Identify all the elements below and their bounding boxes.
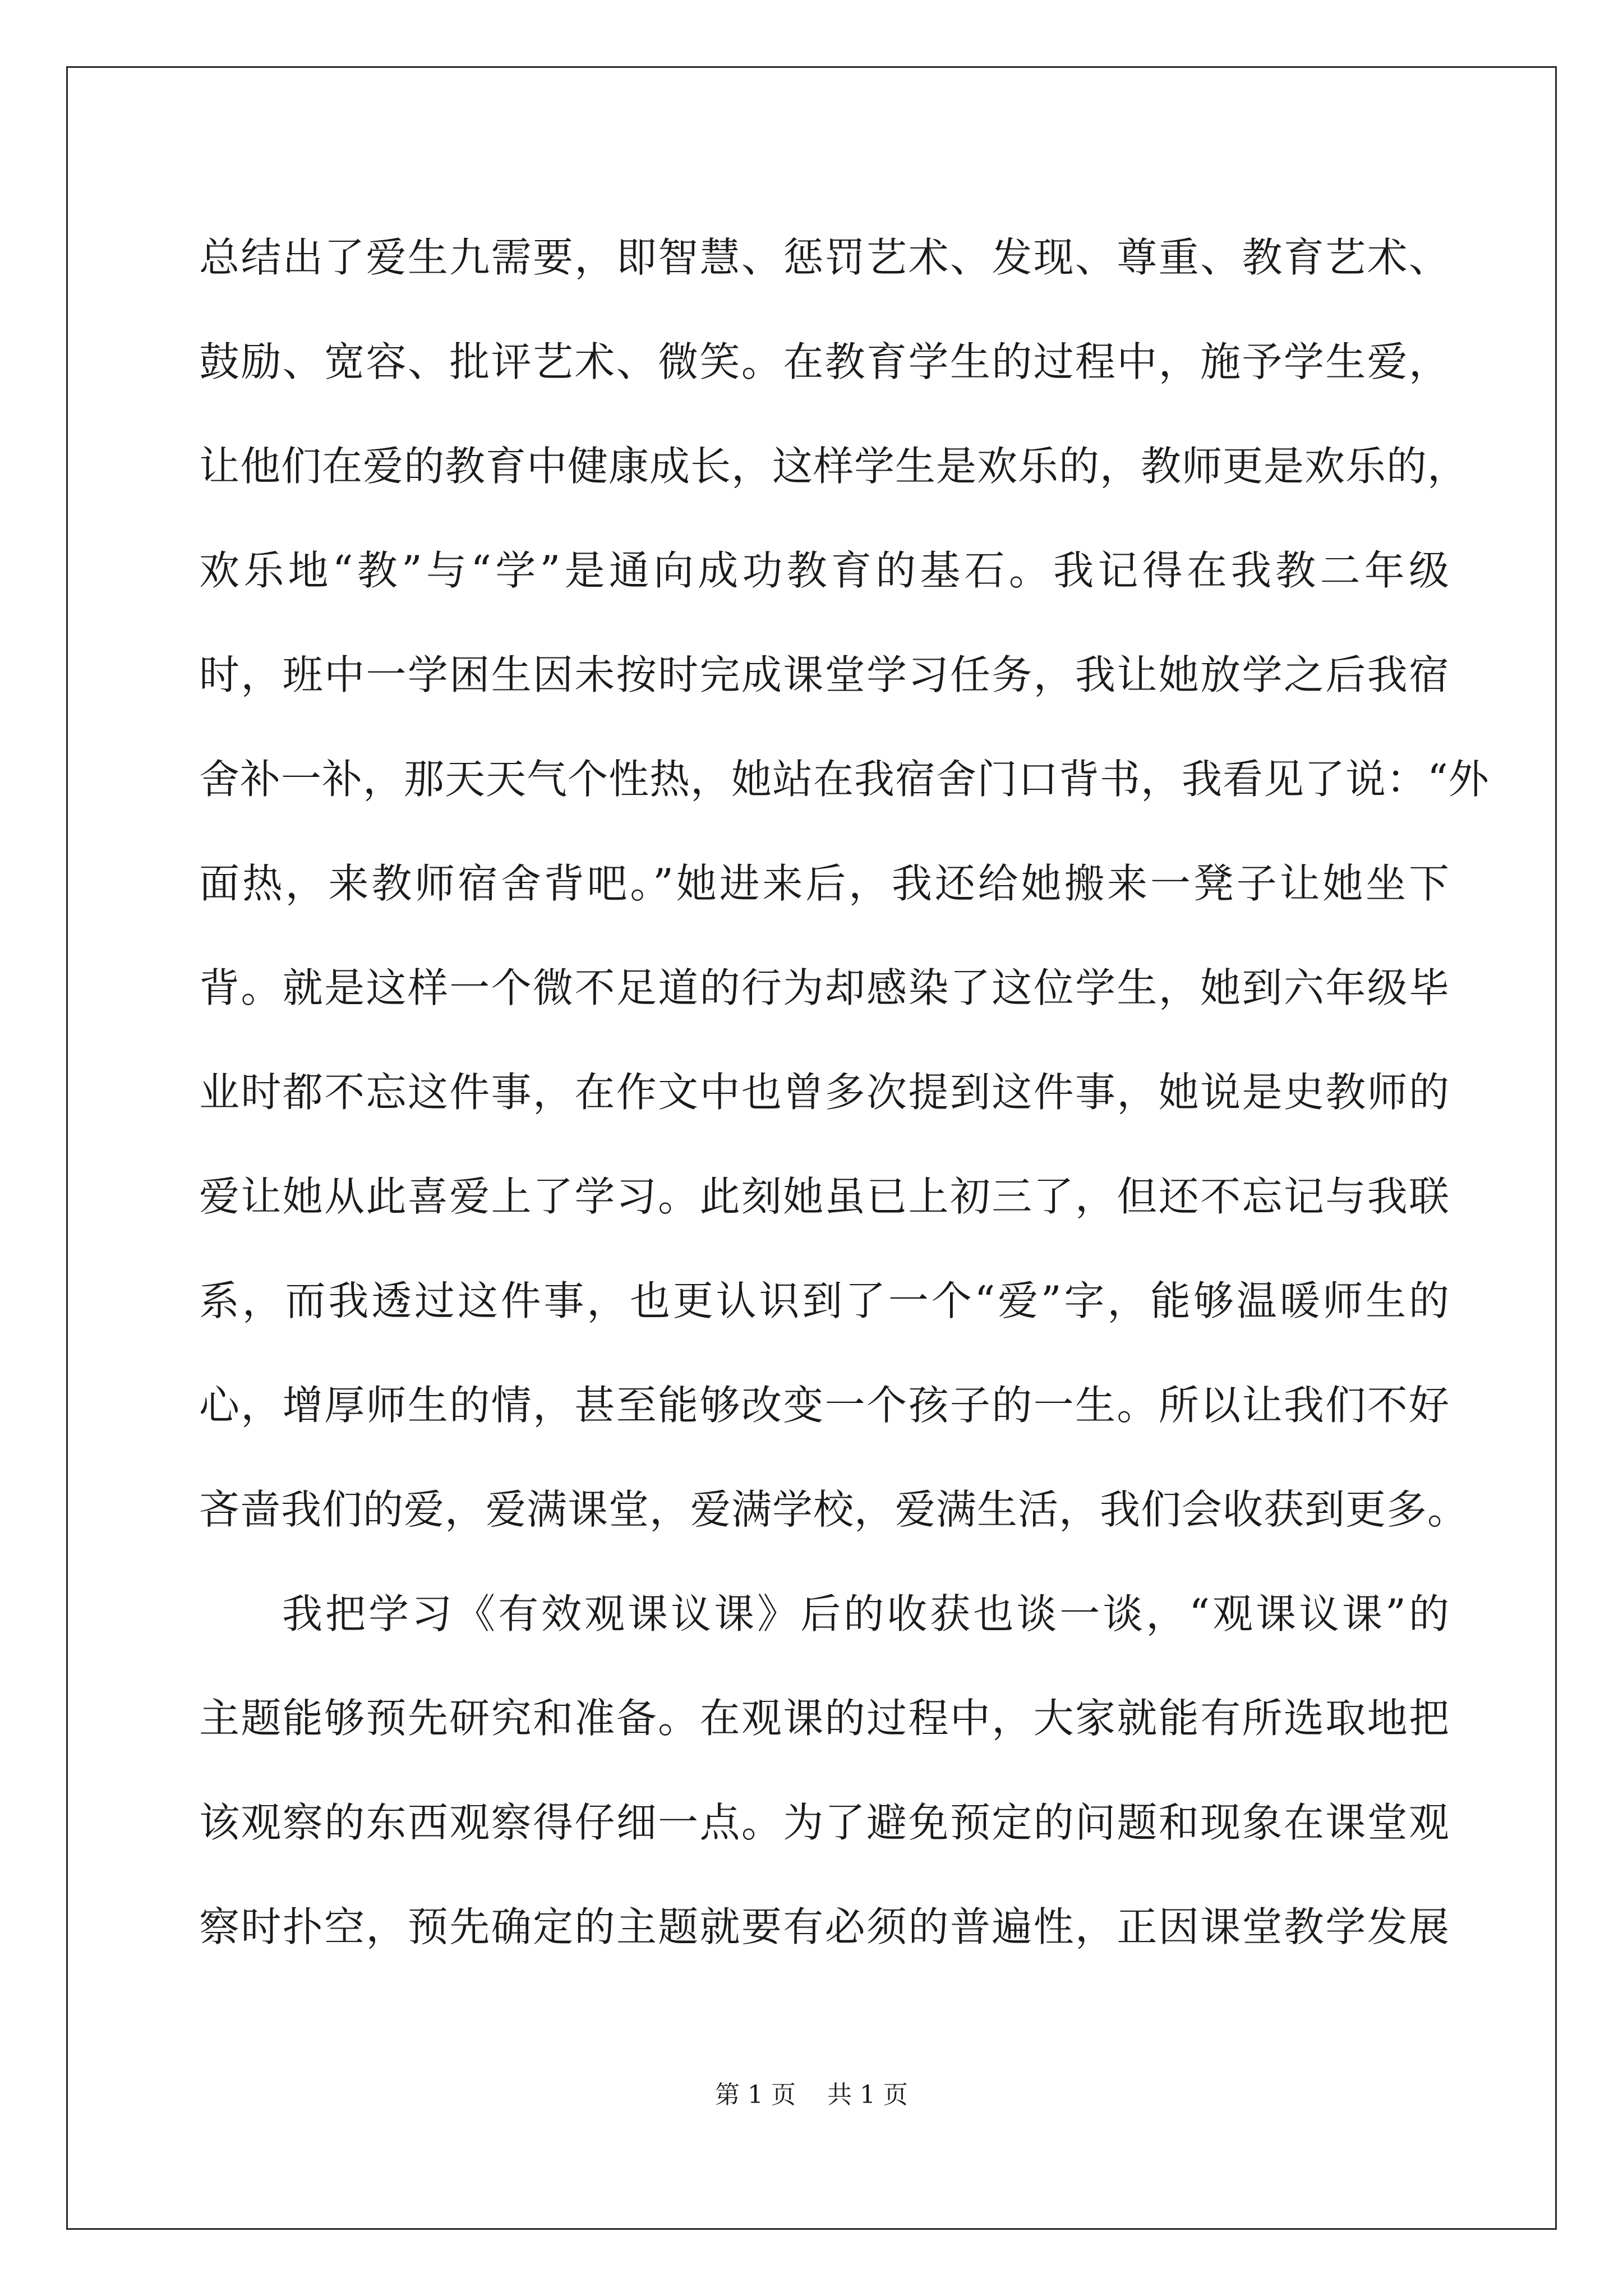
text-line: 欢乐地“教”与“学”是通向成功教育的基石。我记得在我教二年级 [199, 547, 1450, 594]
text-line: 面热，来教师宿舍背吧。”她进来后，我还给她搬来一凳子让她坐下 [199, 860, 1450, 907]
text-line: 主题能够预先研究和准备。在观课的过程中，大家就能有所选取地把 [199, 1695, 1450, 1742]
text-line: 时，班中一学困生因未按时完成课堂学习任务，我让她放学之后我宿 [199, 651, 1450, 698]
text-line: 舍补一补，那天天气个性热，她站在我宿舍门口背书，我看见了说：“外 [199, 756, 1490, 803]
text-line: 心，增厚师生的情，甚至能够改变一个孩子的一生。所以让我们不好 [199, 1382, 1450, 1429]
text-line: 该观察的东西观察得仔细一点。为了避免预定的问题和现象在课堂观 [199, 1799, 1450, 1846]
text-line: 鼓励、宽容、批评艺术、微笑。在教育学生的过程中，施予学生爱， [199, 338, 1450, 385]
document-body [199, 205, 1490, 1979]
text-line: 总结出了爱生九需要，即智慧、惩罚艺术、发现、尊重、教育艺术、 [199, 234, 1450, 281]
text-line: 背。就是这样一个微不足道的行为却感染了这位学生，她到六年级毕 [199, 964, 1450, 1011]
text-line: 吝啬我们的爱，爱满课堂，爱满学校，爱满生活，我们会收获到更多。 [199, 1486, 1469, 1533]
paragraph-first-line: 我把学习《有效观课议课》后的收获也谈一谈，“观课议课”的 [282, 1590, 1450, 1637]
text-line: 系，而我透过这件事，也更认识到了一个“爱”字，能够温暖师生的 [199, 1277, 1450, 1324]
text-line: 爱让她从此喜爱上了学习。此刻她虽已上初三了，但还不忘记与我联 [199, 1173, 1450, 1220]
page-number: 第 1 页 共 1 页 [715, 2081, 908, 2109]
text-line: 察时扑空，预先确定的主题就要有必须的普遍性，正因课堂教学发展 [199, 1903, 1450, 1950]
text-line: 业时都不忘这件事，在作文中也曾多次提到这件事，她说是史教师的 [199, 1069, 1450, 1116]
text-line: 让他们在爱的教育中健康成长，这样学生是欢乐的，教师更是欢乐的， [199, 443, 1469, 490]
